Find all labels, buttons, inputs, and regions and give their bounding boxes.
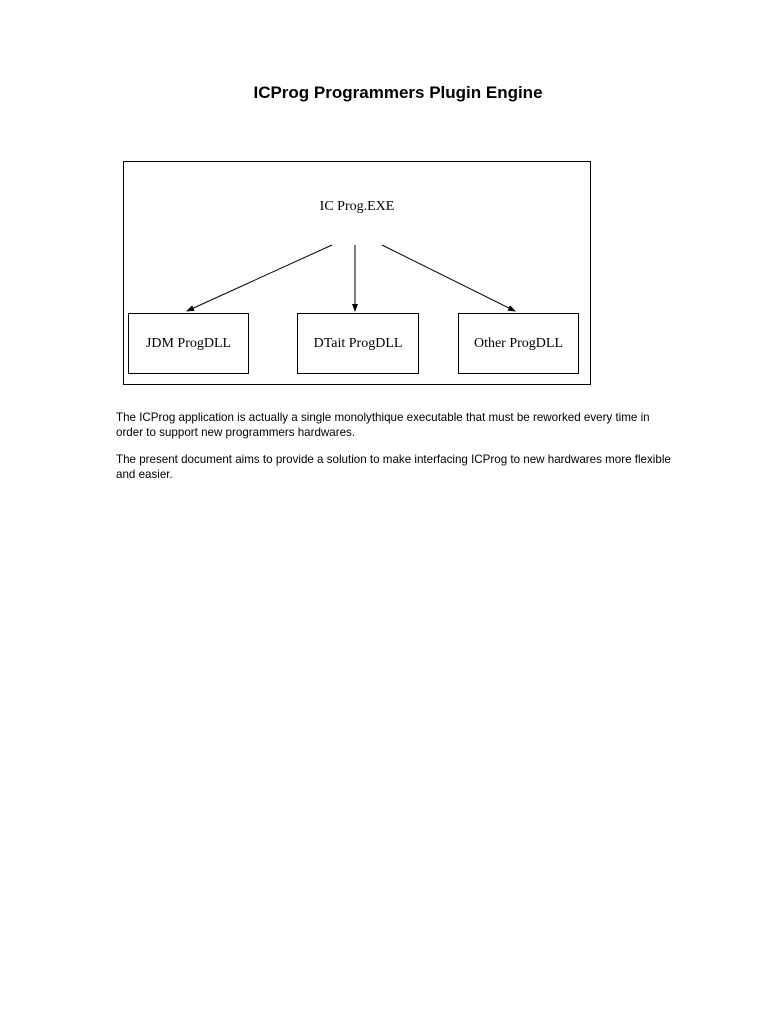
exe-node-label: IC Prog.EXE [319, 199, 395, 214]
document-title: ICProg Programmers Plugin Engine [253, 83, 543, 102]
paragraph-purpose: The present document aims to provide a solution to make interfacing ICProg to new hardwares more flexible and easier. [116, 453, 671, 481]
dll-box-other: Other ProgDLL [458, 313, 579, 374]
arrow-to-other [382, 245, 515, 311]
arrow-to-jdm [187, 245, 332, 311]
dll-box-dtait: DTait ProgDLL [297, 313, 419, 374]
dll-box-jdm: JDM ProgDLL [128, 313, 249, 374]
paragraph-intro: The ICProg application is actually a single monolythique executable that must be reworked every time in order to support new programmers hardwares. [116, 411, 650, 439]
